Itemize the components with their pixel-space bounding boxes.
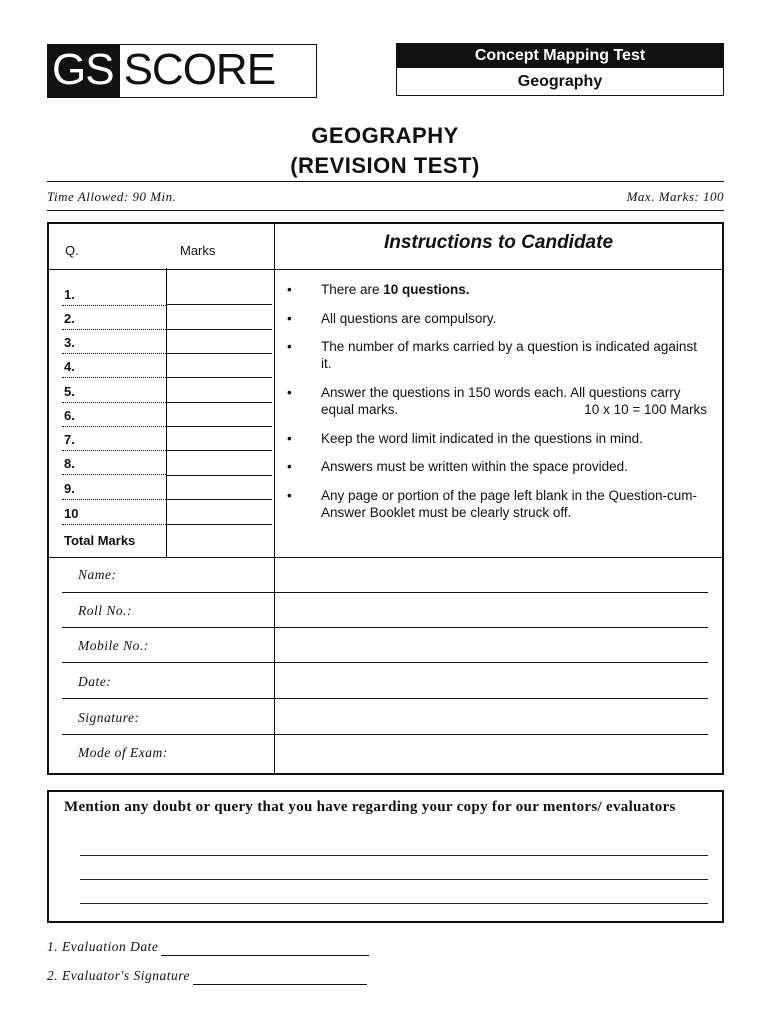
instruction-7-text: Any page or portion of the page left blank in the Question-cum-Answer Booklet must be clearly struck off. <box>321 488 697 520</box>
marks-entry-line <box>166 329 272 330</box>
header-rule-top <box>47 181 724 182</box>
marks-entry-line <box>166 402 272 403</box>
row-sep <box>62 499 166 500</box>
instructions-title: Instructions to Candidate <box>383 232 614 253</box>
marks-header-q: Q. <box>65 243 79 258</box>
time-allowed: Time Allowed: 90 Min. <box>47 189 177 204</box>
instruction-3-text: The number of marks carried by a question is indicated against it. <box>321 339 697 371</box>
instruction-2-text: All questions are compulsory. <box>321 311 497 326</box>
instruction-6-text: Answers must be written within the space provided. <box>321 459 628 474</box>
max-marks: Max. Marks: 100 <box>626 189 724 204</box>
query-line[interactable] <box>80 855 708 856</box>
bullet: • <box>287 311 292 326</box>
bullet: • <box>287 385 292 400</box>
row-sep <box>62 524 166 525</box>
roll-label: Roll No.: <box>78 603 132 618</box>
row-sep <box>62 402 166 403</box>
date-label: Date: <box>78 674 112 689</box>
mobile-field[interactable] <box>62 662 708 663</box>
q-label-8: 8. <box>64 456 75 471</box>
q-label-9: 9. <box>64 481 75 496</box>
bullet: • <box>287 459 292 474</box>
evaluation-date <box>47 939 369 956</box>
instructions-header-rule <box>274 269 722 270</box>
header-rule-bottom <box>47 210 724 211</box>
instruction-item <box>287 430 707 447</box>
row-sep <box>62 329 166 330</box>
query-line[interactable] <box>80 879 708 880</box>
bullet: • <box>287 339 292 354</box>
q-label-4: 4. <box>64 359 75 374</box>
page-title-line1: GEOGRAPHY <box>311 123 459 148</box>
q-label-10: 10 <box>64 506 79 521</box>
main-vertical-divider <box>274 224 275 773</box>
total-marks-label: Total Marks <box>64 533 136 548</box>
logo-gs: GS <box>48 45 120 97</box>
instruction-item <box>287 310 707 327</box>
bullet: • <box>287 282 292 297</box>
instruction-1-text: There are <box>321 282 384 297</box>
instruction-item <box>287 384 707 418</box>
instruction-item <box>287 487 707 521</box>
marks-column <box>166 268 272 557</box>
marks-entry-line <box>166 304 272 305</box>
marks-entry-line <box>166 450 272 451</box>
date-field[interactable] <box>62 698 708 699</box>
row-sep <box>62 474 166 475</box>
marks-entry-line <box>166 377 272 378</box>
mobile-label: Mobile No.: <box>78 638 149 653</box>
q-label-2: 2. <box>64 311 75 326</box>
gs-score-logo <box>47 44 317 98</box>
row-sep <box>62 353 166 354</box>
evaluator-signature <box>47 968 367 985</box>
name-label: Name: <box>78 567 117 582</box>
q-label-3: 3. <box>64 335 75 350</box>
marks-entry-line <box>166 499 272 500</box>
instruction-item <box>287 458 707 475</box>
row-sep <box>62 305 166 306</box>
query-line[interactable] <box>80 903 708 904</box>
evaluation-date-line[interactable] <box>161 939 369 956</box>
fields-top-rule <box>49 557 722 558</box>
logo-score: SCORE <box>123 45 276 94</box>
roll-field[interactable] <box>62 627 708 628</box>
mode-of-exam-label: Mode of Exam: <box>78 745 168 760</box>
marks-entry-line <box>166 353 272 354</box>
test-type-box <box>396 43 724 96</box>
page-title-line2: (REVISION TEST) <box>290 153 480 178</box>
evaluator-signature-label: 2. Evaluator's Signature <box>47 968 191 983</box>
evaluator-signature-line[interactable] <box>193 968 367 985</box>
marks-entry-line <box>166 524 272 525</box>
marks-entry-line <box>166 475 272 476</box>
signature-field[interactable] <box>62 734 708 735</box>
test-type-title: Concept Mapping Test <box>397 44 723 68</box>
row-sep <box>62 426 166 427</box>
query-text: Mention any doubt or query that you have regarding your copy for our mentors/ evaluators <box>64 799 676 815</box>
q-label-6: 6. <box>64 408 75 423</box>
instruction-4-text: Answer the questions in 150 words each. All questions carry equal marks. <box>321 385 681 417</box>
q-label-7: 7. <box>64 432 75 447</box>
q-label-5: 5. <box>64 384 75 399</box>
marks-header-marks: Marks <box>180 243 216 258</box>
bullet: • <box>287 488 292 503</box>
bullet: • <box>287 431 292 446</box>
row-sep <box>62 450 166 451</box>
q-label-1: 1. <box>64 287 75 302</box>
instruction-5-text: Keep the word limit indicated in the questions in mind. <box>321 431 643 446</box>
signature-label: Signature: <box>78 710 140 725</box>
row-sep <box>62 377 166 378</box>
name-field[interactable] <box>62 592 708 593</box>
marks-entry-line <box>166 426 272 427</box>
instruction-1-bold: 10 questions. <box>383 282 470 297</box>
test-subject: Geography <box>517 73 603 90</box>
instruction-item <box>287 338 707 372</box>
evaluation-date-label: 1. Evaluation Date <box>47 939 159 954</box>
instruction-item <box>287 281 707 298</box>
instruction-4-marks: 10 x 10 = 100 Marks <box>584 402 707 417</box>
